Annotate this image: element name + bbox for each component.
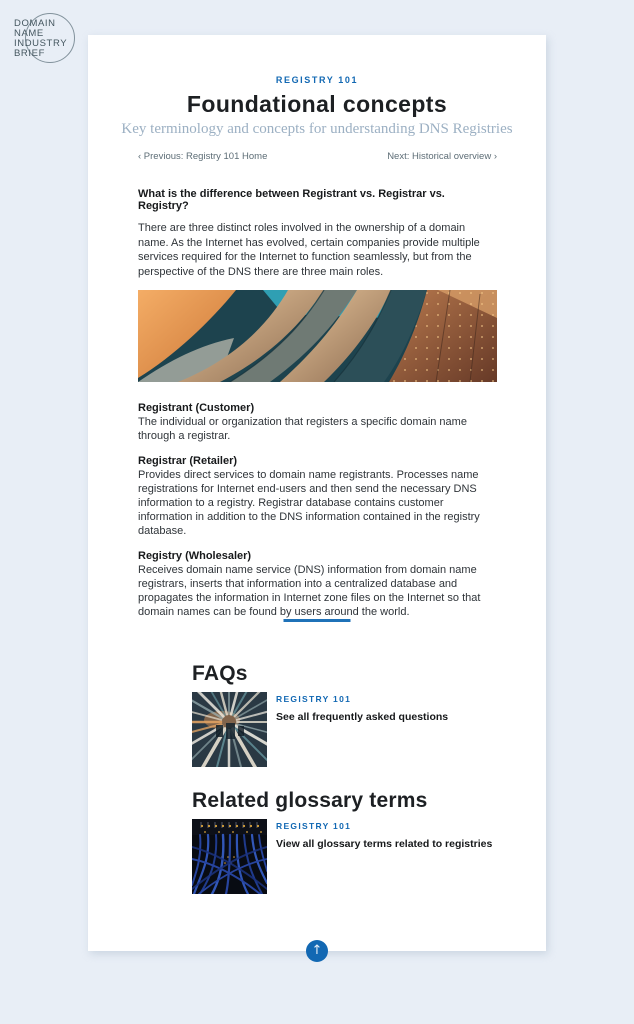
faq-thumbnail-light-streaks — [192, 692, 267, 767]
back-to-top-button[interactable] — [306, 940, 328, 962]
faq-heading: FAQs — [192, 662, 248, 685]
logo-line: NAME — [14, 28, 44, 39]
hero-image-metal-panels — [138, 290, 497, 382]
glossary-card-body — [267, 819, 492, 894]
question-heading: What is the difference between Registrant vs. Registrar vs. Registry? — [138, 188, 445, 212]
faq-link[interactable]: See all frequently asked questions — [276, 711, 449, 723]
role-term: Registrant (Customer) — [138, 402, 255, 414]
glossary-heading: Related glossary terms — [192, 789, 428, 812]
category-eyebrow: REGISTRY 101 — [275, 75, 359, 85]
faq-eyebrow: REGISTRY 101 — [276, 694, 352, 704]
glossary-card[interactable] — [192, 819, 502, 894]
faq-card-body — [267, 692, 448, 767]
logo-line: INDUSTRY — [14, 38, 68, 49]
role-definition: The individual or organization that registers a specific domain name through a registrar. — [138, 416, 467, 442]
glossary-section — [192, 789, 502, 894]
role-term: Registry (Wholesaler) — [138, 550, 252, 562]
next-link[interactable]: Next: Historical overview › — [387, 151, 497, 162]
logo-line: BRIEF — [14, 48, 45, 59]
role-term: Registrar (Retailer) — [138, 455, 238, 467]
page-title: Foundational concepts — [186, 91, 448, 117]
site-logo[interactable] — [13, 11, 83, 77]
glossary-eyebrow: REGISTRY 101 — [276, 821, 352, 831]
glossary-link[interactable]: View all glossary terms related to registries — [276, 838, 493, 850]
role-definition: Provides direct services to domain name registrants. Processes name registrations for Internet end-users and then send the necessary DNS information to a registry. Registrar database contains customer information in addition to the DNS information contained in the registry database. — [138, 469, 480, 537]
pager-nav — [138, 151, 497, 162]
article-body — [138, 188, 497, 630]
faq-section — [192, 662, 502, 767]
glossary-thumbnail-network-cables — [192, 819, 267, 894]
role-definitions — [138, 401, 497, 619]
logo-text — [14, 19, 67, 59]
intro-paragraph: There are three distinct roles involved in the ownership of a domain name. As the Internet has evolved, certain companies provide multiple services required for the Internet to function seamlessly, but from the perspective of the DNS there are three main roles. — [138, 222, 480, 278]
up-arrow-icon: ↑ — [311, 943, 323, 958]
faq-card[interactable] — [192, 692, 502, 767]
page-subtitle: Key terminology and concepts for understanding DNS Registries — [121, 121, 513, 137]
section-divider — [284, 619, 351, 622]
role-definition: Receives domain name service (DNS) information from domain name registrars, inserts that information into a centralized database and propagates the information in Internet zone files on the Internet so that domain names can be found by users around the world. — [138, 564, 481, 618]
logo-line: DOMAIN — [14, 18, 56, 29]
previous-link[interactable]: ‹ Previous: Registry 101 Home — [138, 151, 268, 162]
article-card — [88, 35, 546, 958]
